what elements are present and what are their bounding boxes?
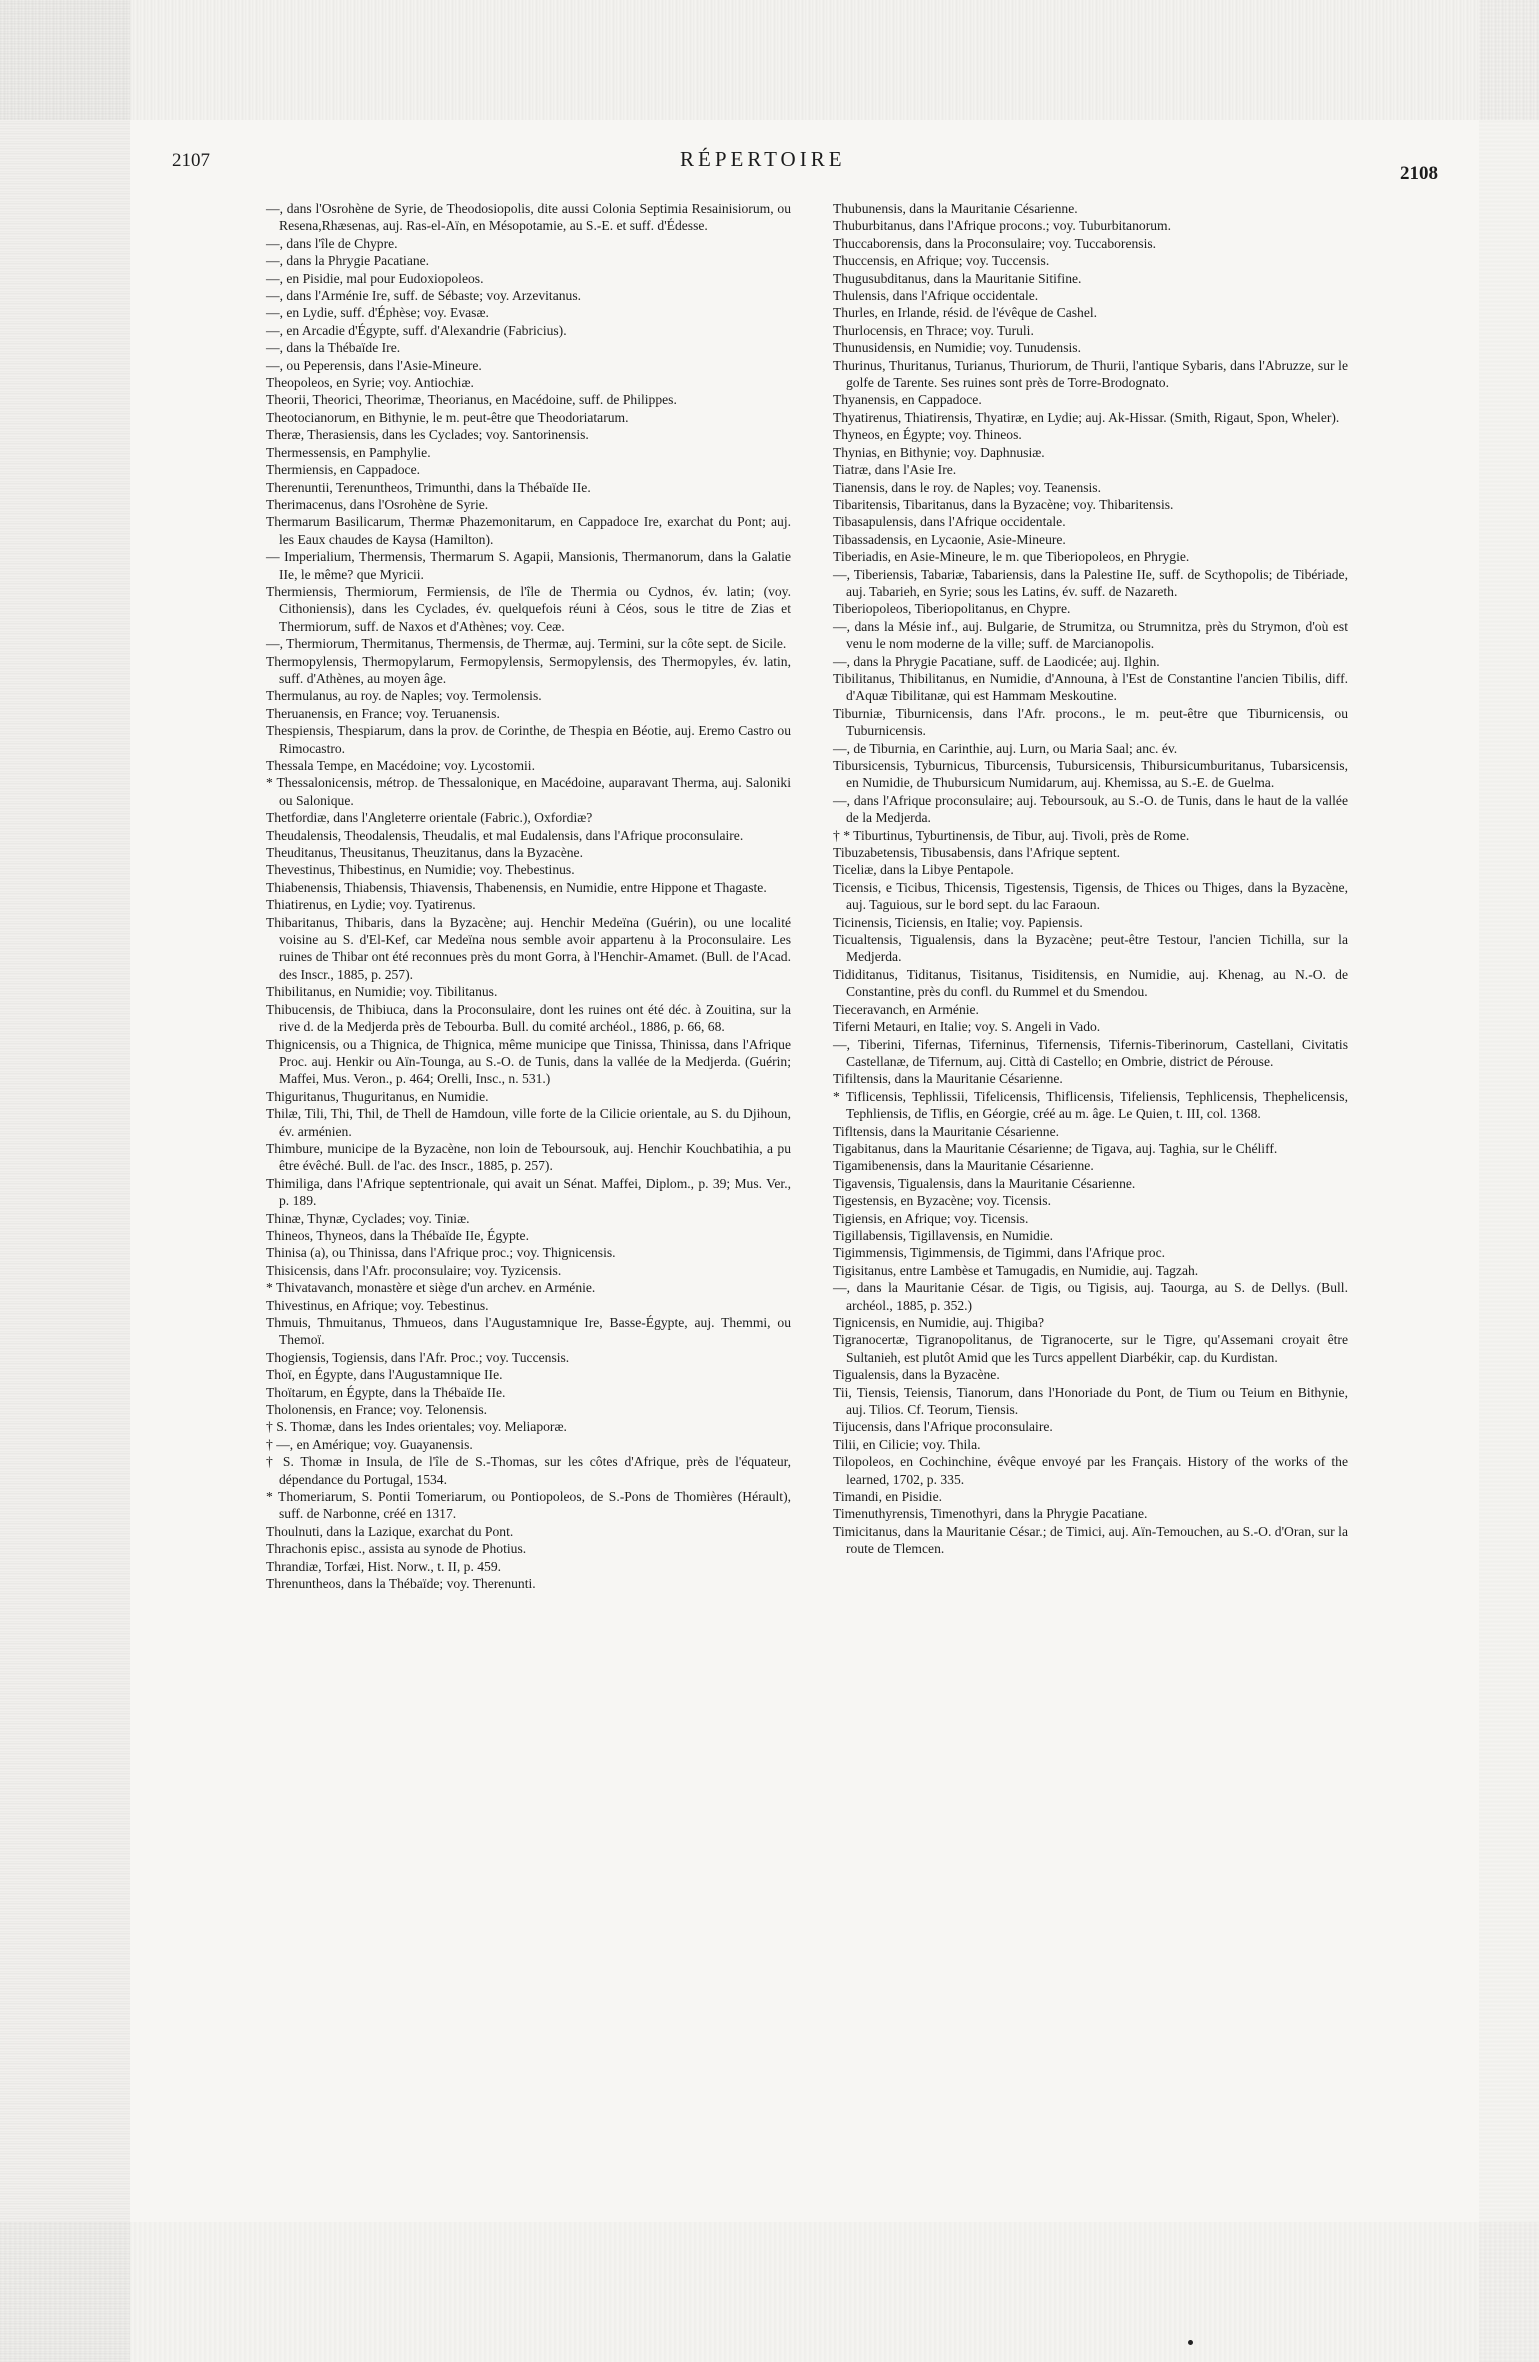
index-entry: Thurles, en Irlande, résid. de l'évêque de Cashel. bbox=[833, 305, 1098, 321]
index-entry: Tii, Tiensis, Teiensis, Tianorum, dans l'Honoriade du Pont, de Tium ou Teium en Bithynie, auj. Tilios. Cf. Teorum, Tiensis. bbox=[833, 1384, 1348, 1418]
index-entry: Threnuntheos, dans la Thébaïde; voy. Therenunti. bbox=[266, 1576, 536, 1592]
index-entry: —, dans la Thébaïde Ire. bbox=[266, 340, 401, 356]
index-entry: —, de Tiburnia, en Carinthie, auj. Lurn, ou Maria Saal; anc. év. bbox=[833, 740, 1178, 756]
index-entry: Thermarum Basilicarum, Thermæ Phazemonitarum, en Cappadoce Ire, exarchat du Pont; auj. les Eaux chaudes de Kaysa (Hamilton). bbox=[266, 514, 791, 547]
index-entry: Thurlocensis, en Thrace; voy. Turuli. bbox=[833, 322, 1034, 338]
index-entry: — Imperialium, Thermensis, Thermarum S. Agapii, Mansionis, Thermanorum, dans la Galatie IIe, le même? que Myricii. bbox=[266, 549, 791, 582]
index-entry: Thuburbitanus, dans l'Afrique procons.; voy. Tuburbitanorum. bbox=[833, 218, 1171, 234]
index-entry: —, Tiberini, Tifernas, Tiferninus, Tifernensis, Tifernis-Tiberinorum, Castellani, Civitatis Castellanæ, de Tifernum, auj. Città di Castello; en Ombrie, district de Pérouse. bbox=[833, 1036, 1348, 1069]
index-entry: Thimbure, municipe de la Byzacène, non loin de Teboursouk, auj. Henchir Kouchbatihia, a pu être évêché. Bull. de l'ac. des Inscr., 1885, p. 257). bbox=[266, 1140, 791, 1174]
index-entry: Thunusidensis, en Numidie; voy. Tunudensis. bbox=[833, 340, 1081, 356]
index-entry: Thiatirenus, en Lydie; voy. Tyatirenus. bbox=[266, 897, 476, 913]
running-title: RÉPERTOIRE bbox=[680, 147, 846, 171]
index-entry: Thmuis, Thmuitanus, Thmueos, dans l'Augustamnique Ire, Basse-Égypte, auj. Themmi, ou Themoï. bbox=[266, 1315, 791, 1348]
print-speck bbox=[1188, 2340, 1193, 2345]
index-entry: Thibilitanus, en Numidie; voy. Tibilitanus. bbox=[266, 984, 498, 1000]
index-entry: Theudalensis, Theodalensis, Theudalis, et mal Eudalensis, dans l'Afrique proconsulaire. bbox=[266, 827, 744, 843]
index-entry: Tigranocertæ, Tigranopolitanus, de Tigranocerte, sur le Tigre, qu'Assemani croyait être Sultanieh, est plutôt Amid que les Turcs appellent Diarbékir, cap. du Kurdistan. bbox=[833, 1332, 1348, 1365]
index-entry: Tigabitanus, dans la Mauritanie Césarienne; de Tigava, auj. Taghia, sur le Chéliff. bbox=[833, 1140, 1278, 1156]
index-entry: Ticualtensis, Tigualensis, dans la Byzacène; peut-être Testour, l'ancien Tichilla, sur la Medjerda. bbox=[833, 932, 1348, 965]
index-entry: Tijucensis, dans l'Afrique proconsulaire. bbox=[833, 1419, 1053, 1435]
index-entry: Thubunensis, dans la Mauritanie Césarienne. bbox=[833, 201, 1078, 216]
index-entry: Tifltensis, dans la Mauritanie Césarienne. bbox=[833, 1123, 1060, 1139]
index-entry: Tigisitanus, entre Lambèse et Tamugadis, en Numidie, auj. Tagzah. bbox=[833, 1262, 1199, 1278]
index-entry: Tieceravanch, en Arménie. bbox=[833, 1001, 979, 1017]
index-entry: —, dans l'Afrique proconsulaire; auj. Teboursouk, au S.-O. de Tunis, dans le haut de la vallée de la Medjerda. bbox=[833, 792, 1348, 826]
index-entry: —, en Pisidie, mal pour Eudoxiopoleos. bbox=[266, 270, 484, 286]
index-entry: Ticeliæ, dans la Libye Pentapole. bbox=[833, 862, 1014, 878]
index-entry: Thermessensis, en Pamphylie. bbox=[266, 444, 431, 460]
index-entry: Tibilitanus, Thibilitanus, en Numidie, d'Announa, à l'Est de Constantine l'ancien Tibilis, diff. d'Aquæ Tibilitanæ, qui est Hammam Meskoutine. bbox=[833, 670, 1348, 704]
index-entry: Thespiensis, Thespiarum, dans la prov. de Corinthe, de Thespia en Béotie, auj. Eremo Castro ou Rimocastro. bbox=[266, 723, 791, 756]
index-entry: Tibuzabetensis, Tibusabensis, dans l'Afrique septent. bbox=[833, 845, 1121, 861]
index-entry: † S. Thomæ in Insula, de l'île de S.-Thomas, sur les côtes d'Afrique, près de l'équateur, dépendance du Portugal, 1534. bbox=[266, 1454, 791, 1487]
index-entry: —, dans l'île de Chypre. bbox=[266, 235, 398, 251]
index-entry: Tididitanus, Tiditanus, Tisitanus, Tisiditensis, en Numidie, auj. Khenag, au N.-O. de Constantine, près du confl. du Rummel et du Smendou. bbox=[833, 966, 1348, 1000]
index-entry: Tignicensis, en Numidie, auj. Thigiba? bbox=[833, 1315, 1045, 1330]
index-entry: Thrandiæ, Torfæi, Hist. Norw., t. II, p. 459. bbox=[266, 1558, 502, 1574]
index-entry: Tiberiopoleos, Tiberiopolitanus, en Chypre. bbox=[833, 601, 1071, 617]
scan-edge-bottom bbox=[0, 2222, 1539, 2362]
index-entry: —, dans la Mauritanie César. de Tigis, ou Tigisis, auj. Taourga, au S. de Dellys. (Bull. archéol., 1885, p. 352.) bbox=[833, 1280, 1348, 1313]
index-entry: Thineos, Thyneos, dans la Thébaïde IIe, Égypte. bbox=[266, 1227, 529, 1243]
index-entry: Theopoleos, en Syrie; voy. Antiochiæ. bbox=[266, 375, 474, 391]
index-entry: Thermiensis, en Cappadoce. bbox=[266, 462, 421, 478]
index-entry: Theruanensis, en France; voy. Teruanensis. bbox=[266, 705, 500, 721]
index-entry: Therimacenus, dans l'Osrohène de Syrie. bbox=[266, 496, 489, 512]
index-entry: Theorii, Theorici, Theorimæ, Theorianus, en Macédoine, suff. de Philippes. bbox=[266, 392, 677, 408]
index-entry: Thyanensis, en Cappadoce. bbox=[833, 392, 982, 408]
index-entry: —, dans l'Osrohène de Syrie, de Theodosiopolis, dite aussi Colonia Septimia Resainisiorum, ou Resena,Rhæsenas, auj. Ras-el-Aïn, en Mésopotamie, au S.-E. et suff. d'Édesse. bbox=[266, 201, 791, 234]
index-entry: Tigimmensis, Tigimmensis, de Tigimmi, dans l'Afrique proc. bbox=[833, 1245, 1166, 1261]
right-page-number: 2108 bbox=[1400, 163, 1438, 184]
index-entry: Tiburniæ, Tiburnicensis, dans l'Afr. procons., le m. peut-être que Tiburnicensis, ou Tuburnicensis. bbox=[833, 705, 1348, 739]
left-page-number: 2107 bbox=[172, 150, 210, 171]
index-entry: Thurinus, Thuritanus, Turianus, Thuriorum, de Thurii, l'antique Sybaris, dans l'Abruzze, sur le golfe de Tarente. Ses ruines sont près de Torre-Brodognato. bbox=[833, 357, 1348, 391]
index-entry: Tigualensis, dans la Byzacène. bbox=[833, 1367, 1000, 1383]
index-entry: Thignicensis, ou a Thignica, de Thignica, même municipe que Tinissa, Thinissa, dans l'Afrique Proc. auj. Henkir ou Aïn-Tounga, au S.-O. de Tunis, dans la vallée de la Medjerda. (Guérin; Maffei, Mus. Veron., p. 464; Orelli, Insc., n. 531.) bbox=[266, 1036, 791, 1087]
index-entry: Thynias, en Bithynie; voy. Daphnusiæ. bbox=[833, 444, 1045, 460]
index-entry: Tigavensis, Tigualensis, dans la Mauritanie Césarienne. bbox=[833, 1175, 1136, 1191]
index-entry: Thibaritanus, Thibaris, dans la Byzacène; auj. Henchir Medeïna (Guérin), ou une localité voisine au S. d'El-Kef, car Medeïna nous semble avoir appartenu à la Proconsulaire. Les ruines de Thibar ont été reconnues près du mont Gorra, à l'Henchir-Amamet. (Bull. de l'Acad. des Inscr., 1885, p. 257). bbox=[266, 914, 791, 982]
index-entry: Thessala Tempe, en Macédoine; voy. Lycostomii. bbox=[266, 758, 535, 773]
index-entry: —, dans la Phrygie Pacatiane. bbox=[266, 253, 430, 269]
scan-edge-right bbox=[1479, 0, 1539, 2362]
index-entry: * Thessalonicensis, métrop. de Thessalonique, en Macédoine, auparavant Therma, auj. Saloniki ou Salonique. bbox=[266, 775, 791, 808]
index-entry: Tifiltensis, dans la Mauritanie Césarienne. bbox=[833, 1071, 1063, 1087]
index-entry: Tibassadensis, en Lycaonie, Asie-Mineure. bbox=[833, 531, 1066, 547]
index-entry: Ticensis, e Ticibus, Thicensis, Tigestensis, Tigensis, de Thices ou Thiges, dans la Byzacène, auj. Taguious, sur le bord sept. du lac Faraoun. bbox=[833, 879, 1348, 913]
index-entry: Tibursicensis, Tyburnicus, Tiburcensis, Tubursicensis, Thibursicumburitanus, Tubarsicensis, en Numidie, de Thubursicum Numidarum, auj. Khemissa, au S.-E. de Guelma. bbox=[833, 758, 1348, 791]
index-entry: † S. Thomæ, dans les Indes orientales; voy. Meliaporæ. bbox=[266, 1419, 567, 1435]
index-entry: Thoïtarum, en Égypte, dans la Thébaïde IIe. bbox=[266, 1384, 506, 1400]
index-entry: † —, en Amérique; voy. Guayanensis. bbox=[266, 1436, 473, 1452]
index-entry: Thermopylensis, Thermopylarum, Fermopylensis, Sermopylensis, des Thermopyles, év. latin, suff. d'Athènes, au moyen âge. bbox=[266, 653, 791, 686]
index-entry: —, dans l'Arménie Ire, suff. de Sébaste; voy. Arzevitanus. bbox=[266, 288, 582, 304]
index-entry: Thulensis, dans l'Afrique occidentale. bbox=[833, 288, 1039, 304]
index-entry: Timandi, en Pisidie. bbox=[833, 1489, 943, 1505]
index-entry: Tigillabensis, Tigillavensis, en Numidie. bbox=[833, 1227, 1054, 1243]
index-entry: Thuccaborensis, dans la Proconsulaire; voy. Tuccaborensis. bbox=[833, 235, 1157, 251]
index-entry: Thoulnuti, dans la Lazique, exarchat du Pont. bbox=[266, 1523, 514, 1539]
scan-edge-top bbox=[0, 0, 1539, 120]
index-entry: Tibaritensis, Tibaritanus, dans la Byzacène; voy. Thibaritensis. bbox=[833, 496, 1174, 512]
index-entry: Thinæ, Thynæ, Cyclades; voy. Tiniæ. bbox=[266, 1210, 470, 1226]
index-entry: Thuccensis, en Afrique; voy. Tuccensis. bbox=[833, 253, 1050, 269]
index-entry: Thilæ, Tili, Thi, Thil, de Thell de Hamdoun, ville forte de la Cilicie orientale, au S. du Djihoun, év. arménien. bbox=[266, 1106, 791, 1139]
index-entry: Thimiliga, dans l'Afrique septentrionale, qui avait un Sénat. Maffei, Diplom., p. 39; Mus. Ver., p. 189. bbox=[266, 1175, 791, 1209]
index-entry: Tiberiadis, en Asie-Mineure, le m. que Tiberiopoleos, en Phrygie. bbox=[833, 549, 1190, 565]
index-entry: Timenuthyrensis, Timenothyri, dans la Phrygie Pacatiane. bbox=[833, 1506, 1148, 1522]
index-entry: Thugusubditanus, dans la Mauritanie Sitifine. bbox=[833, 270, 1082, 286]
index-entry: Thermulanus, au roy. de Naples; voy. Termolensis. bbox=[266, 688, 542, 704]
index-entry: Tilopoleos, en Cochinchine, évêque envoyé par les Français. History of the works of the learned, 1702, p. 335. bbox=[833, 1454, 1348, 1487]
index-entry: Thyatirenus, Thiatirensis, Thyatiræ, en Lydie; auj. Ak-Hissar. (Smith, Rigaut, Spon, Wheler). bbox=[833, 409, 1340, 425]
index-entry: Ticinensis, Ticiensis, en Italie; voy. Papiensis. bbox=[833, 914, 1083, 930]
index-entry: Tibasapulensis, dans l'Afrique occidentale. bbox=[833, 514, 1066, 530]
index-entry: Thevestinus, Thibestinus, en Numidie; voy. Thebestinus. bbox=[266, 862, 575, 878]
index-entry: * Thivatavanch, monastère et siège d'un archev. en Arménie. bbox=[266, 1280, 596, 1296]
index-entry: —, ou Peperensis, dans l'Asie-Mineure. bbox=[266, 357, 482, 373]
index-entry: Thrachonis episc., assista au synode de Photius. bbox=[266, 1541, 527, 1557]
index-entry: Tiatræ, dans l'Asie Ire. bbox=[833, 462, 957, 478]
index-entry: Tigiensis, en Afrique; voy. Ticensis. bbox=[833, 1210, 1029, 1226]
index-entry: † * Tiburtinus, Tyburtinensis, de Tibur, auj. Tivoli, près de Rome. bbox=[833, 827, 1190, 843]
index-entry: Therenuntii, Terenuntheos, Trimunthi, dans la Thébaïde IIe. bbox=[266, 479, 591, 495]
index-entry: Tigamibenensis, dans la Mauritanie Césarienne. bbox=[833, 1158, 1094, 1174]
index-entry: Thivestinus, en Afrique; voy. Tebestinus. bbox=[266, 1297, 489, 1313]
index-entry: Thogiensis, Togiensis, dans l'Afr. Proc.; voy. Tuccensis. bbox=[266, 1349, 570, 1365]
index-entry: * Thomeriarum, S. Pontii Tomeriarum, ou Pontiopoleos, de S.-Pons de Thomières (Hérault), suff. de Narbonne, créé en 1317. bbox=[266, 1489, 791, 1522]
index-entry: Thyneos, en Égypte; voy. Thineos. bbox=[833, 427, 1022, 443]
left-column bbox=[266, 200, 791, 1593]
index-entry: —, dans la Mésie inf., auj. Bulgarie, de Strumitza, ou Strumnitza, près du Strymon, d'où est venu le nom moderne de la ville; suff. de Marcianopolis. bbox=[833, 618, 1348, 652]
index-entry: Thinisa (a), ou Thinissa, dans l'Afrique proc.; voy. Thignicensis. bbox=[266, 1245, 616, 1261]
index-entry: —, en Lydie, suff. d'Éphèse; voy. Evasæ. bbox=[266, 305, 489, 321]
right-column bbox=[833, 200, 1348, 1558]
index-entry: —, Tiberiensis, Tabariæ, Tabariensis, dans la Palestine IIe, suff. de Scythopolis; de Tibériade, auj. Tabarieh, en Syrie; sous les Latins, év. suff. de Nazareth. bbox=[833, 566, 1348, 599]
index-entry: Thiguritanus, Thuguritanus, en Numidie. bbox=[266, 1088, 489, 1104]
index-entry: Tiferni Metauri, en Italie; voy. S. Angeli in Vado. bbox=[833, 1019, 1101, 1035]
index-entry: Thibucensis, de Thibiuca, dans la Proconsulaire, dont les ruines ont été déc. à Zouitina, sur la rive d. de la Medjerda près de Tebourba. Bull. du comité archéol., 1886, p. 66, 68. bbox=[266, 1001, 791, 1035]
index-entry: Thetfordiæ, dans l'Angleterre orientale (Fabric.), Oxfordiæ? bbox=[266, 810, 593, 826]
scan-edge-left bbox=[0, 0, 130, 2362]
index-entry: Theuditanus, Theusitanus, Theuzitanus, dans la Byzacène. bbox=[266, 845, 583, 861]
index-entry: Tianensis, dans le roy. de Naples; voy. Teanensis. bbox=[833, 479, 1101, 495]
index-entry: * Tiflicensis, Tephlissii, Tifelicensis, Thiflicensis, Tifeliensis, Tephlicensis, Thephelicensis, Tephliensis, de Tiflis, en Géorgie, créé au m. âge. Le Quien, t. III, col. 1368. bbox=[833, 1088, 1348, 1122]
index-entry: —, Thermiorum, Thermitanus, Thermensis, de Thermæ, auj. Termini, sur la côte sept. de Sicile. bbox=[266, 636, 787, 652]
index-entry: Thisicensis, dans l'Afr. proconsulaire; voy. Tyzicensis. bbox=[266, 1262, 562, 1278]
index-entry: —, en Arcadie d'Égypte, suff. d'Alexandrie (Fabricius). bbox=[266, 322, 567, 338]
index-entry: Timicitanus, dans la Mauritanie César.; de Timici, auj. Aïn-Temouchen, au S.-O. d'Oran, sur la route de Tlemcen. bbox=[833, 1523, 1348, 1557]
index-entry: Tilii, en Cilicie; voy. Thila. bbox=[833, 1436, 981, 1452]
index-entry: Tigestensis, en Byzacène; voy. Ticensis. bbox=[833, 1193, 1051, 1209]
index-entry: —, dans la Phrygie Pacatiane, suff. de Laodicée; auj. Ilghin. bbox=[833, 653, 1160, 669]
index-entry: Thoï, en Égypte, dans l'Augustamnique IIe. bbox=[266, 1367, 503, 1383]
index-entry: Thermiensis, Thermiorum, Fermiensis, de l'île de Thermia ou Cydnos, év. latin; (voy. Cithoniensis), dans les Cyclades, év. quelquefois réuni à Céos, sous le titre de Zias et Thermiorum, suff. de Naxos et d'Athènes; voy. Ceæ. bbox=[266, 583, 791, 634]
index-entry: Theotocianorum, en Bithynie, le m. peut-être que Theodoriatarum. bbox=[266, 409, 629, 425]
index-entry: Theræ, Therasiensis, dans les Cyclades; voy. Santorinensis. bbox=[266, 427, 589, 443]
index-entry: Thiabenensis, Thiabensis, Thiavensis, Thabenensis, en Numidie, entre Hippone et Thagaste. bbox=[266, 879, 767, 895]
index-entry: Tholonensis, en France; voy. Telonensis. bbox=[266, 1402, 488, 1418]
